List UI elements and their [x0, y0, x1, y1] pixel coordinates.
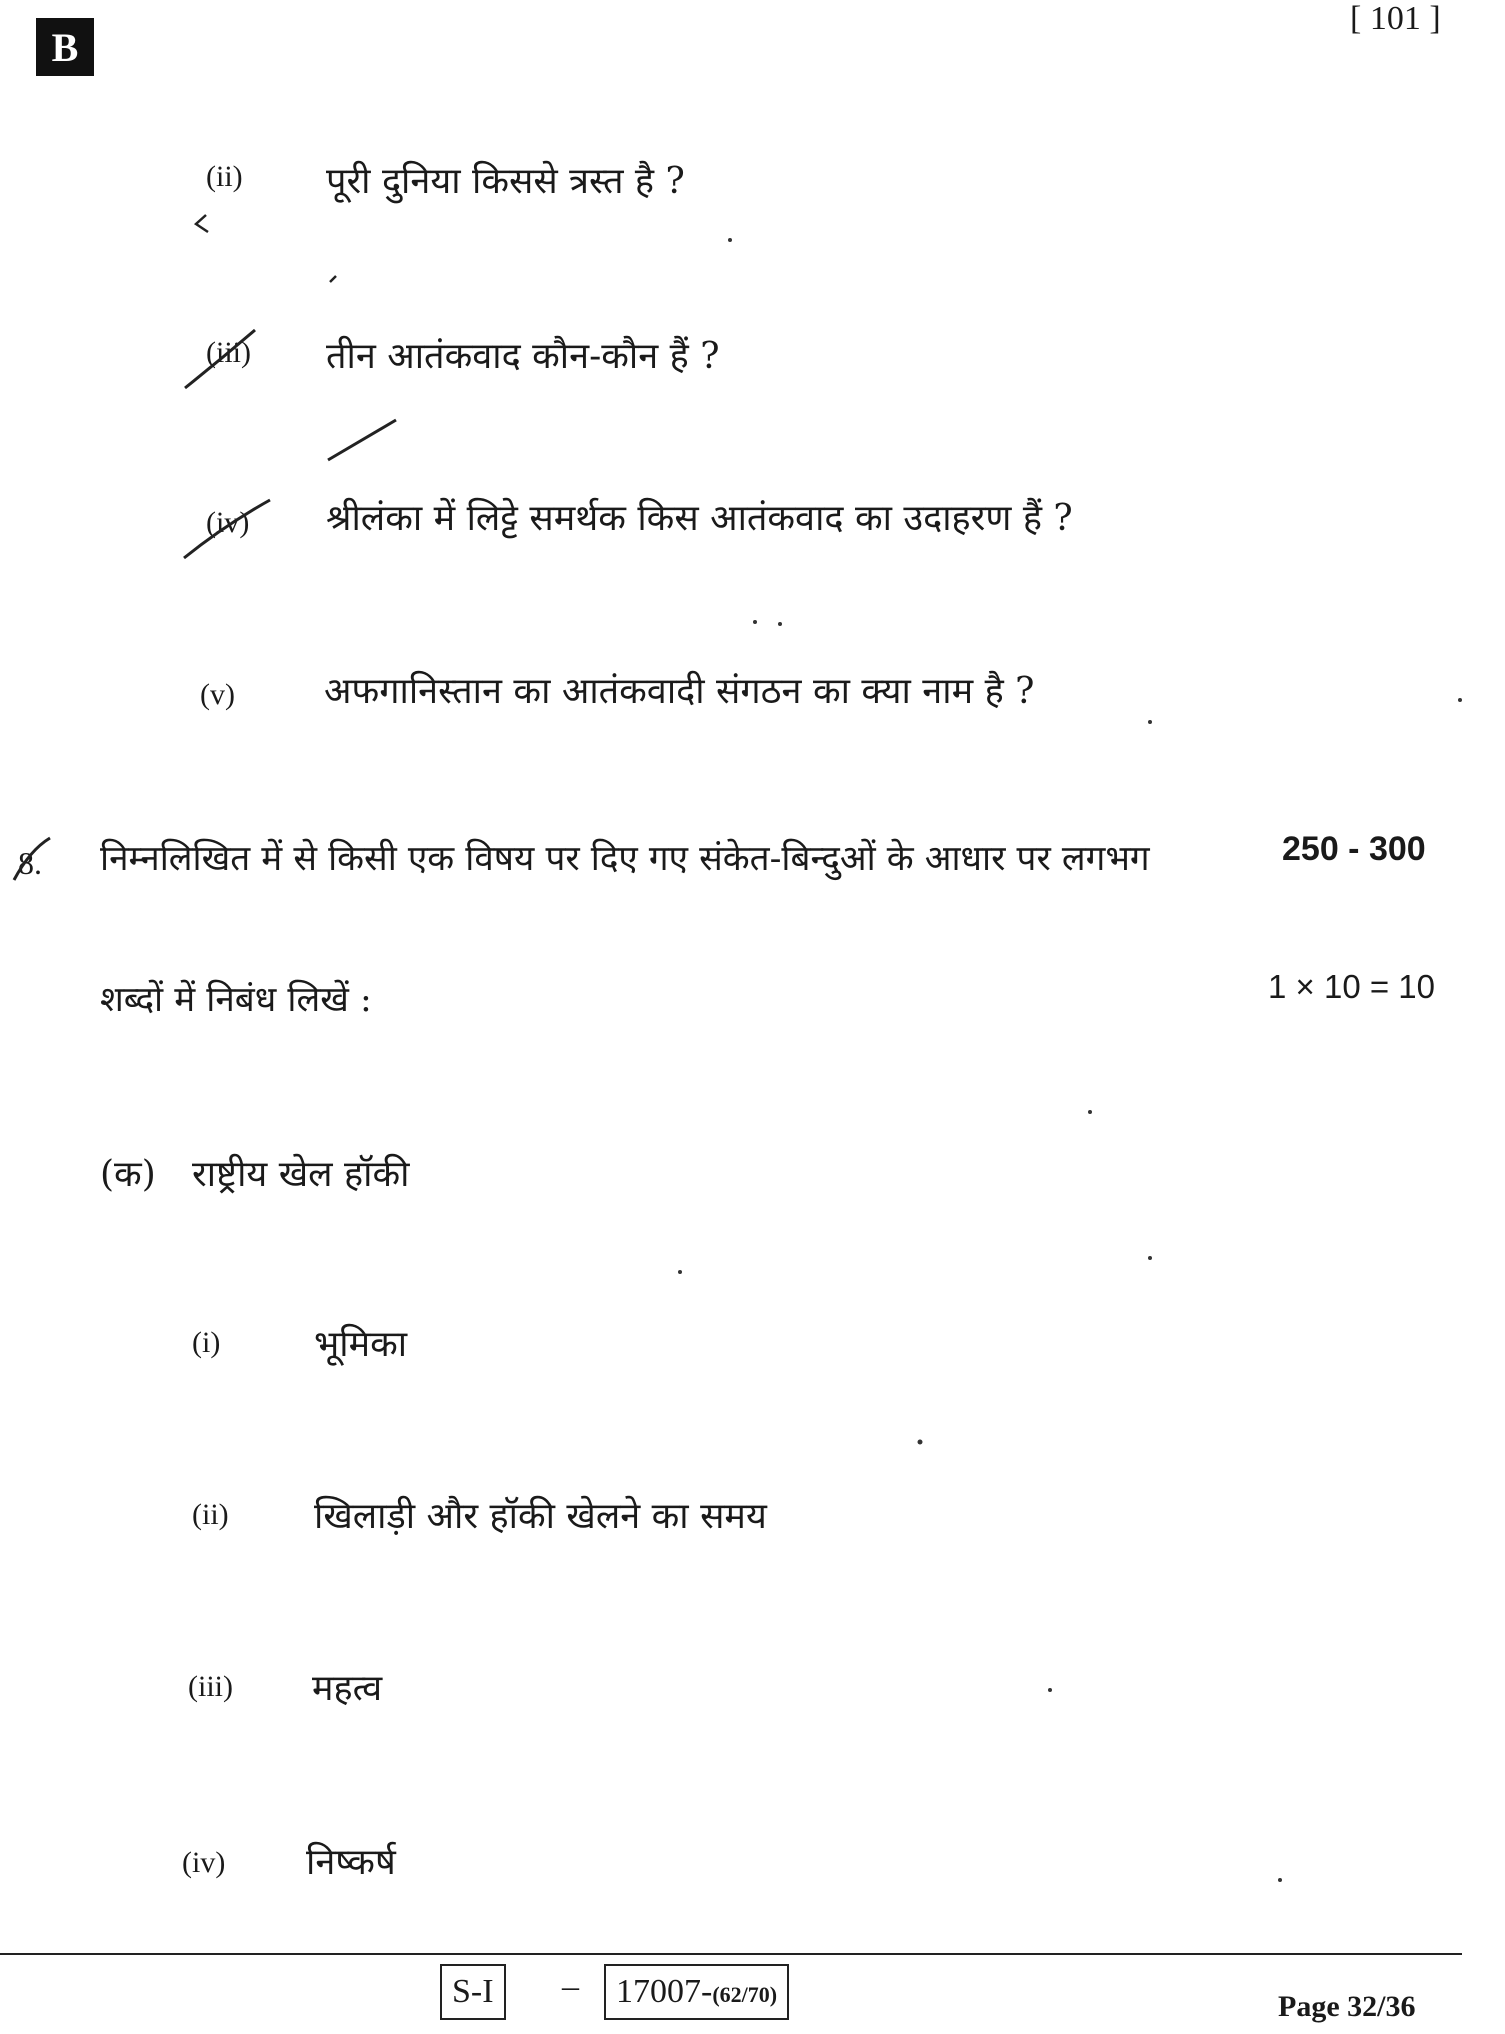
paper-code: 17007- — [616, 1973, 713, 2010]
q8-point-text: निष्कर्ष — [306, 1842, 396, 1883]
q8-instruction-line1: निम्नलिखित में से किसी एक विषय पर दिए गए संकेत-बिन्दुओं के आधार पर लगभग — [100, 839, 1150, 879]
q8-topic-label: (क) — [100, 1154, 156, 1195]
paper-code-box — [604, 1964, 789, 2020]
set-badge: B — [36, 18, 94, 76]
q8-point-number: (iv) — [182, 1846, 226, 1879]
q8-marks: 1 × 10 = 10 — [1268, 968, 1435, 1005]
q7-subpart-number: (iv) — [206, 506, 250, 539]
q8-point-number: (ii) — [192, 1498, 229, 1531]
series-box: S-I — [440, 1964, 506, 2020]
page-number: Page 32/36 — [1278, 1990, 1416, 2023]
q7-subpart-text: तीन आतंकवाद कौन-कौन हैं ? — [326, 336, 720, 377]
q8-point-number: (i) — [192, 1326, 221, 1359]
q8-instruction-line2: शब्दों में निबंध लिखें : — [100, 980, 372, 1020]
q7-subpart-number: (v) — [200, 678, 235, 711]
footer-rule — [0, 1953, 1462, 1955]
paper-code-suffix: (62/70) — [712, 1982, 778, 2007]
q7-subpart-number: (ii) — [206, 160, 243, 193]
footer-dash: – — [562, 1968, 579, 2005]
q8-topic-title: राष्ट्रीय खेल हॉकी — [192, 1154, 410, 1195]
q8-point-text: महत्व — [312, 1668, 383, 1709]
q7-subpart-number: (iii) — [206, 336, 251, 369]
q8-number: 8. — [18, 845, 42, 881]
q8-point-text: भूमिका — [314, 1324, 408, 1365]
q8-word-range: 250 - 300 — [1282, 830, 1426, 868]
q7-subpart-text: श्रीलंका में लिट्टे समर्थक किस आतंकवाद का उदाहरण हैं ? — [326, 498, 1073, 539]
q8-point-number: (iii) — [188, 1670, 233, 1703]
q8-point-text: खिलाड़ी और हॉकी खेलने का समय — [314, 1496, 767, 1537]
page-code: [ 101 ] — [1350, 0, 1441, 37]
q7-subpart-text: अफगानिस्तान का आतंकवादी संगठन का क्या नाम है ? — [324, 671, 1035, 712]
q7-subpart-text: पूरी दुनिया किससे त्रस्त है ? — [326, 161, 685, 202]
